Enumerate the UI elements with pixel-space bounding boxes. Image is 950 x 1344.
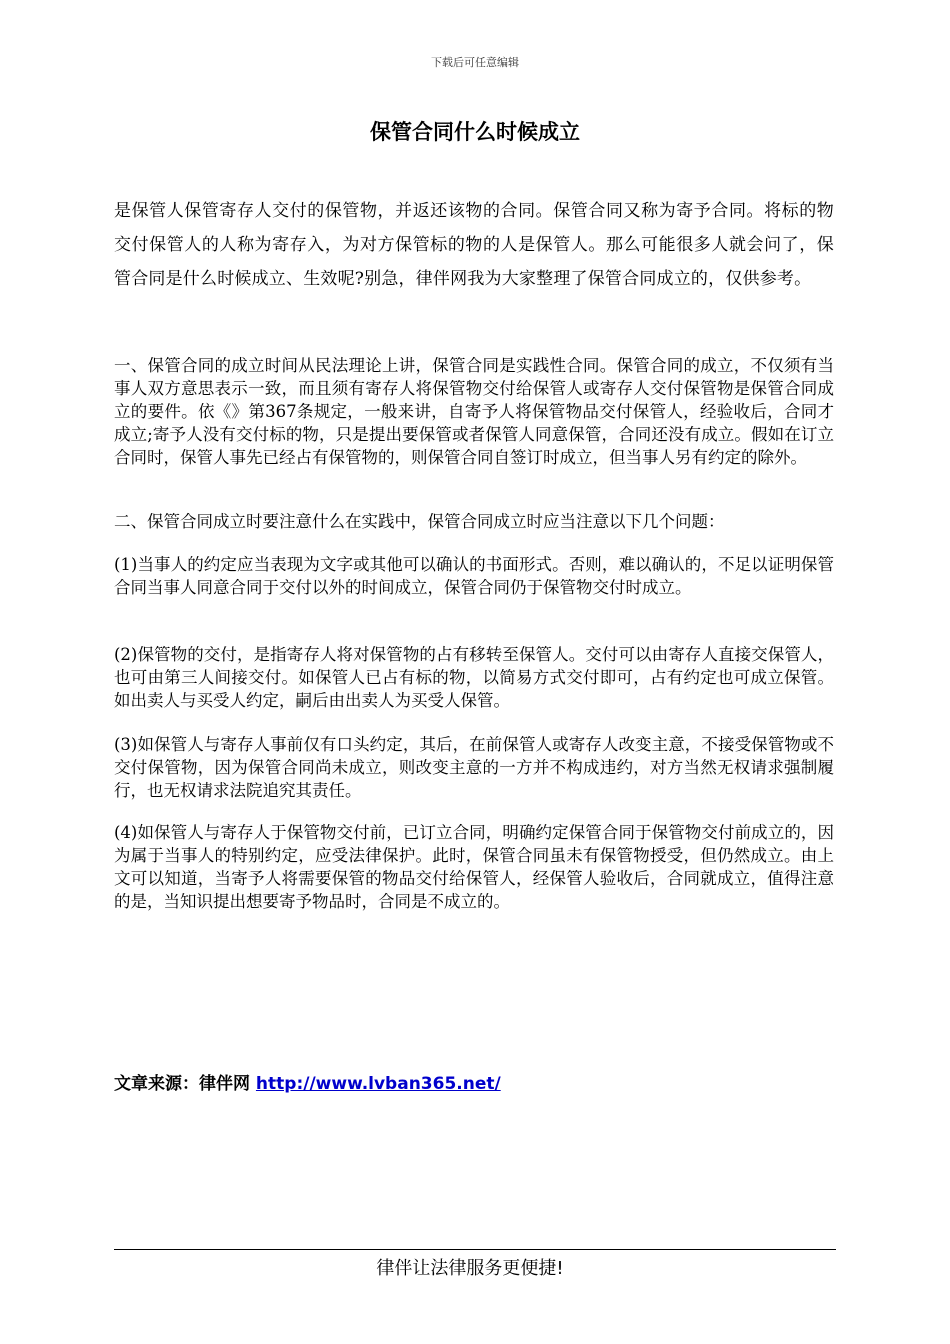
paragraph-point-2: (2)保管物的交付，是指寄存人将对保管物的占有移转至保管人。交付可以由寄存人直接交保管人，也可由第三人间接交付。如保管人已占有标的物，以简易方式交付即可，占有约定也可成立保管。如出卖人与买受人约定，嗣后由出卖人为买受人保管。 <box>114 645 834 710</box>
intro-paragraph: 是保管人保管寄存人交付的保管物，并返还该物的合同。保管合同又称为寄予合同。将标的物交付保管人的人称为寄存入，为对方保管标的物的人是保管人。那么可能很多人就会问了，保管合同是什么时候成立、生效呢?别急，律伴网我为大家整理了保管合同成立的，仅供参考。 <box>114 201 834 289</box>
paragraph-point-4: (4)如保管人与寄存人于保管物交付前，已订立合同，明确约定保管合同于保管物交付前成立的，因为属于当事人的特别约定，应受法律保护。此时，保管合同虽未有保管物授受，但仍然成立。由上文可以知道，当寄予人将需要保管的物品交付给保管人，经保管人验收后，合同就成立，值得注意的是，当知识提出想要寄予物品时，合同是不成立的。 <box>114 823 834 911</box>
document-title: 保管合同什么时候成立 <box>370 120 580 144</box>
article-source <box>114 1069 501 1094</box>
source-link[interactable]: http://www.lvban365.net/ <box>255 1074 501 1094</box>
source-label: 文章来源：律伴网 <box>114 1074 250 1094</box>
paragraph-point-3: (3)如保管人与寄存人事前仅有口头约定，其后，在前保管人或寄存人改变主意，不接受保管物或不交付保管物，因为保管合同尚未成立，则改变主意的一方并不构成违约，对方当然无权请求强制履行，也无权请求法院追究其责任。 <box>114 735 834 800</box>
header-note: 下载后可任意编辑 <box>431 56 519 69</box>
paragraph-formation-time: 一、保管合同的成立时间从民法理论上讲，保管合同是实践性合同。保管合同的成立，不仅须有当事人双方意思表示一致，而且须有寄存人将保管物交付给保管人或寄存人交付保管物是保管合同成立的要件。依《》第367条规定，一般来讲，自寄予人将保管物品交付保管人，经验收后，合同才成立;寄予人没有交付标的物，只是提出要保管或者保管人同意保管，合同还没有成立。假如在订立合同时，保管人事先已经占有保管物的，则保管合同自签订时成立，但当事人另有约定的除外。 <box>114 356 834 467</box>
paragraph-notes-heading: 二、保管合同成立时要注意什么在实践中，保管合同成立时应当注意以下几个问题： <box>114 512 725 531</box>
footer-divider <box>114 1249 836 1250</box>
footer-slogan: 律伴让法律服务更便捷! <box>376 1258 564 1279</box>
paragraph-point-1: (1)当事人的约定应当表现为文字或其他可以确认的书面形式。否则，难以确认的，不足以证明保管合同当事人同意合同于交付以外的时间成立，保管合同仍于保管物交付时成立。 <box>114 555 834 597</box>
